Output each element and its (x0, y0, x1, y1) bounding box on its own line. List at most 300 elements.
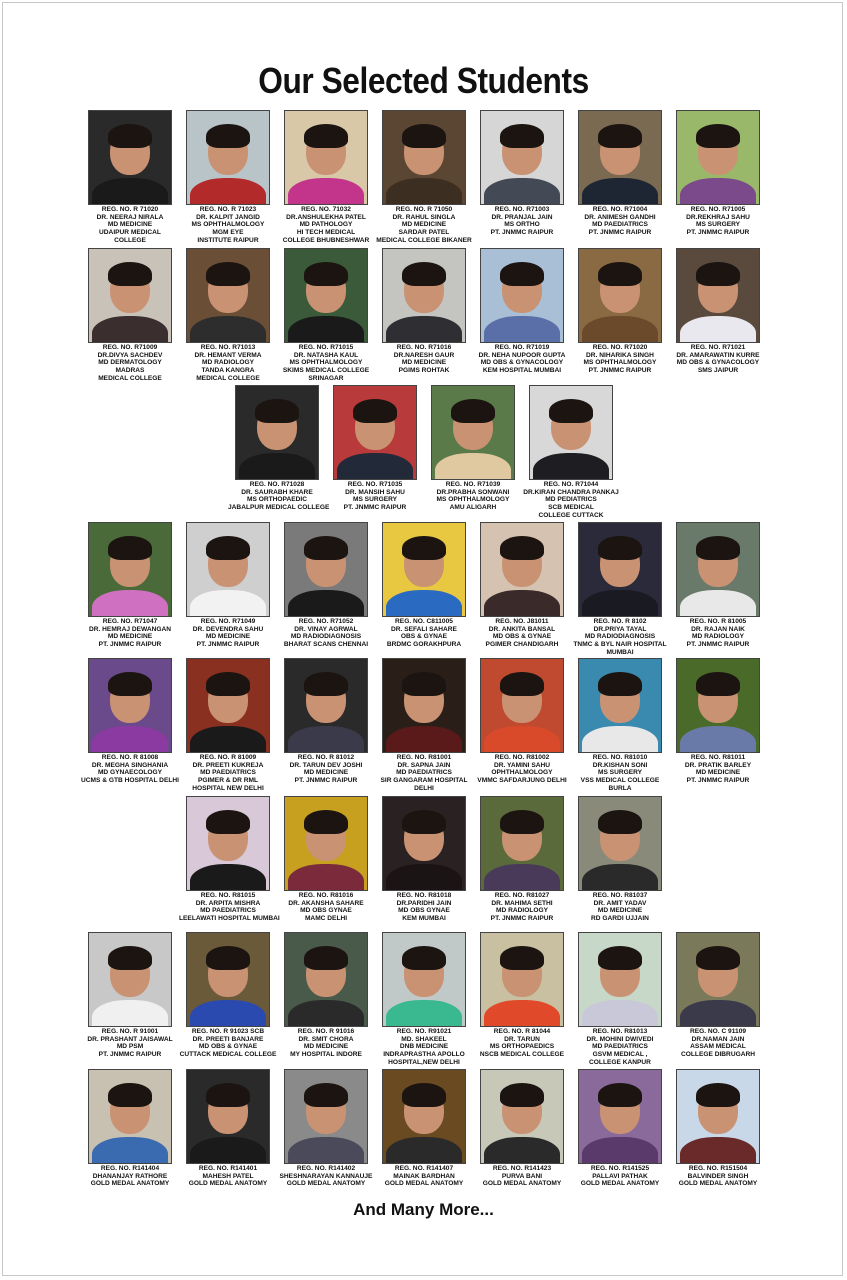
photo-body-shape (92, 726, 168, 753)
caption-line: DR. NEERAJ NIRALA (96, 213, 164, 221)
caption-line: DR. ANIMESH GANDHI (584, 213, 656, 221)
student-photo (676, 658, 760, 753)
student-caption (375, 892, 473, 923)
photo-hair-shape (402, 1083, 446, 1107)
caption-line: DR.PRABHA SONWANI (436, 488, 510, 496)
caption-line: REG. NO. R91021 (396, 1028, 452, 1035)
caption-line: REG. NO. R71004 (592, 206, 648, 213)
student-photo (480, 658, 564, 753)
caption-line: MS SURGERY (352, 496, 398, 504)
photo-hair-shape (108, 946, 152, 970)
student-caption (571, 1165, 669, 1188)
caption-line: PALLAVI PATHAK (592, 1172, 648, 1180)
caption-line: MD RADIODIAGNOSIS (290, 633, 362, 641)
student-caption (179, 1028, 277, 1059)
caption-line: GOLD MEDAL ANATOMY (580, 1180, 660, 1188)
footer-text: And Many More... (353, 1200, 494, 1219)
student-photo (284, 932, 368, 1027)
caption-line: DR. MAHIMA SETHI (491, 899, 553, 907)
caption-line: COLLEGE DIBRUGARH (681, 1051, 755, 1059)
caption-line: PT. JNMMC RAIPUR (294, 777, 358, 785)
photo-hair-shape (304, 672, 348, 696)
photo-hair-shape (402, 672, 446, 696)
caption-line: PT. JNMMC RAIPUR (343, 504, 407, 512)
caption-line: DR.KIRAN CHANDRA PANKAJ (523, 488, 619, 496)
student-row (179, 796, 669, 931)
caption-line: COLLEGE (114, 236, 146, 244)
photo-body-shape (484, 590, 560, 617)
photo-hair-shape (500, 536, 544, 560)
caption-line: DR.NAMAN JAIN (691, 1035, 745, 1043)
student-row (81, 248, 767, 383)
student-photo (284, 522, 368, 617)
photo-hair-shape (696, 536, 740, 560)
student-photo (480, 110, 564, 205)
caption-line: REG. NO. R71003 (494, 206, 550, 213)
photo-body-shape (680, 178, 756, 205)
caption-line: MD PATHOLOGY (299, 221, 353, 229)
student-photo (382, 1069, 466, 1164)
photo-hair-shape (206, 536, 250, 560)
photo-body-shape (386, 178, 462, 205)
caption-line: CUTTACK MEDICAL COLLEGE (179, 1051, 277, 1059)
caption-line: REG. NO. R81015 (200, 892, 256, 899)
photo-body-shape (484, 178, 560, 205)
photo-body-shape (582, 178, 658, 205)
caption-line: REG. NO. R141402 (296, 1165, 356, 1172)
caption-line: MD OBS GYNAE (300, 907, 352, 915)
student-row (81, 658, 767, 793)
student-photo (88, 1069, 172, 1164)
photo-hair-shape (304, 262, 348, 286)
student-caption (375, 206, 473, 245)
caption-line: MD MEDICINE (303, 1043, 349, 1051)
caption-line: TNMC & BYL NAIR HOSPITAL (573, 641, 667, 649)
photo-body-shape (680, 726, 756, 753)
caption-line: MAHESH PATEL (202, 1172, 254, 1180)
caption-line: MD OBS & GYNAE (198, 1043, 258, 1051)
student-row (81, 932, 767, 1067)
caption-line: INSTITUTE RAIPUR (197, 236, 259, 244)
photo-hair-shape (108, 1083, 152, 1107)
caption-line: REG. NO. R 71050 (395, 206, 453, 213)
caption-line: INDRAPRASTHA APOLLO (383, 1051, 465, 1059)
caption-line: REG. NO. R141407 (394, 1165, 454, 1172)
student-photo (578, 796, 662, 891)
student-photo (284, 1069, 368, 1164)
student-photo (186, 796, 270, 891)
caption-line: PT. JNMMC RAIPUR (686, 229, 750, 237)
photo-hair-shape (402, 810, 446, 834)
student-photo (578, 932, 662, 1027)
caption-line: GOLD MEDAL ANATOMY (286, 1180, 366, 1188)
caption-line: GOLD MEDAL ANATOMY (90, 1180, 170, 1188)
photo-hair-shape (108, 672, 152, 696)
photo-hair-shape (500, 262, 544, 286)
photo-hair-shape (304, 124, 348, 148)
student-caption (81, 344, 179, 383)
caption-line: REG. NO. R81037 (592, 892, 648, 899)
caption-line: REG. NO. R141404 (100, 1165, 160, 1172)
caption-line: MD. SHAKEEL (401, 1035, 447, 1043)
caption-line: OPHTHALMOLOGY (491, 769, 553, 777)
student-caption (669, 1165, 767, 1188)
caption-line: DR. MANSIH SAHU (345, 488, 405, 496)
caption-line: MD MEDICINE (303, 769, 349, 777)
photo-hair-shape (206, 810, 250, 834)
caption-line: MD OBS GYNAE (398, 907, 450, 915)
student-photo (480, 522, 564, 617)
caption-line: DR. RAJAN NAIK (691, 625, 745, 633)
caption-line: MD PAEDIATRICS (396, 769, 452, 777)
caption-line: MD MEDICINE (401, 221, 447, 229)
student-caption (473, 1165, 571, 1188)
caption-line: DR. ANKITA BANSAL (488, 625, 556, 633)
photo-body-shape (190, 178, 266, 205)
caption-line: SRINAGAR (308, 374, 344, 382)
caption-line: REG. NO. R 71023 (199, 206, 257, 213)
student-photo (284, 658, 368, 753)
photo-body-shape (582, 316, 658, 343)
photo-hair-shape (696, 672, 740, 696)
caption-line: DR.NARESH GAUR (393, 351, 455, 359)
photo-hair-shape (598, 124, 642, 148)
caption-line: MS OPHTHALMOLOGY (289, 359, 363, 367)
caption-line: SHESHNARAYAN KANNAUJE (279, 1172, 373, 1180)
student-caption (277, 206, 375, 245)
student-caption (277, 892, 375, 923)
student-photo (88, 248, 172, 343)
caption-line: REG. NO. R71049 (200, 618, 256, 625)
caption-line: MD DERMATOLOGY (98, 359, 162, 367)
caption-line: MS OPHTHALMOLOGY (191, 221, 265, 229)
caption-line: MD OBS & GYNAE (492, 633, 552, 641)
student-photo (333, 385, 417, 480)
photo-hair-shape (206, 124, 250, 148)
caption-line: MS OPHTHALMOLOGY (436, 496, 510, 504)
caption-line: REG. NO. R 91001 (101, 1028, 159, 1035)
caption-line: MD MEDICINE (401, 359, 447, 367)
page-title: Our Selected Students (258, 60, 589, 101)
caption-line: MD RADIOLOGY (691, 633, 745, 641)
caption-line: SCB MEDICAL (548, 504, 594, 512)
student-caption (473, 618, 571, 649)
caption-line: DR. PREETI BANJARE (192, 1035, 264, 1043)
student-caption (473, 1028, 571, 1059)
photo-body-shape (680, 316, 756, 343)
photo-body-shape (288, 726, 364, 753)
caption-line: MEDICAL COLLEGE (196, 374, 260, 382)
caption-line: DR. HEMANT VERMA (194, 351, 262, 359)
caption-line: REG. NO. R 81012 (297, 754, 355, 761)
photo-hair-shape (696, 1083, 740, 1107)
photo-body-shape (288, 1000, 364, 1027)
caption-line: MD MEDICINE (597, 907, 643, 915)
caption-line: DR. SAPNA JAIN (397, 761, 451, 769)
caption-line: DR. TARUN DEV JOSHI (289, 761, 363, 769)
photo-hair-shape (451, 399, 495, 423)
photo-hair-shape (696, 124, 740, 148)
caption-line: GOLD MEDAL ANATOMY (384, 1180, 464, 1188)
caption-line: DR. SEFALI SAHARE (391, 625, 457, 633)
student-photo (382, 932, 466, 1027)
student-photo (186, 658, 270, 753)
student-photo (88, 522, 172, 617)
student-caption (473, 754, 571, 785)
photo-body-shape (92, 178, 168, 205)
photo-hair-shape (500, 1083, 544, 1107)
photo-body-shape (386, 726, 462, 753)
photo-body-shape (386, 1000, 462, 1027)
caption-line: COLLEGE KANPUR (589, 1058, 651, 1066)
photo-hair-shape (696, 262, 740, 286)
caption-line: SMS JAIPUR (697, 367, 739, 375)
student-photo (431, 385, 515, 480)
student-caption (277, 618, 375, 649)
student-photo (529, 385, 613, 480)
student-photo (676, 932, 760, 1027)
caption-line: DR. PRANJAL JAIN (491, 213, 553, 221)
student-photo (578, 1069, 662, 1164)
caption-line: VMMC SAFDARJUNG DELHI (477, 777, 567, 785)
student-caption (375, 618, 473, 649)
photo-hair-shape (500, 810, 544, 834)
caption-line: UCMS & GTB HOSPITAL DELHI (81, 777, 179, 785)
caption-line: REG. NO. R 8102 (593, 618, 647, 625)
photo-body-shape (288, 1137, 364, 1164)
caption-line: TANDA KANGRA (201, 367, 255, 375)
caption-line: PURVA BANI (501, 1172, 543, 1180)
caption-line: GSVM MEDICAL , (592, 1051, 648, 1059)
caption-line: HI TECH MEDICAL (296, 229, 356, 237)
photo-hair-shape (206, 1083, 250, 1107)
caption-line: MS ORTHOPAEDICS (489, 1043, 555, 1051)
caption-line: REG. NO. R 81044 (493, 1028, 551, 1035)
photo-body-shape (92, 1137, 168, 1164)
caption-line: MADRAS (115, 367, 145, 375)
caption-line: NSCB MEDICAL COLLEGE (479, 1051, 565, 1059)
photo-hair-shape (598, 946, 642, 970)
student-photo (186, 932, 270, 1027)
student-photo (88, 110, 172, 205)
photo-body-shape (484, 316, 560, 343)
student-caption (669, 618, 767, 649)
caption-line: REG. NO. R 91023 SCB (191, 1028, 265, 1035)
student-caption (277, 1165, 375, 1188)
caption-line: DR. PRASHANT JAISAWAL (87, 1035, 173, 1043)
student-caption (571, 754, 669, 793)
caption-line: DR. TARUN (504, 1035, 540, 1043)
caption-line: DELHI (414, 784, 434, 792)
photo-hair-shape (402, 946, 446, 970)
student-caption (81, 1028, 179, 1059)
caption-line: MD RADIOLOGY (495, 907, 549, 915)
photo-body-shape (582, 864, 658, 891)
student-photo (88, 932, 172, 1027)
caption-line: REG. NO. R 71020 (101, 206, 159, 213)
caption-line: MD OBS & GYNACOLOGY (676, 359, 760, 367)
caption-line: PT. JNMMC RAIPUR (686, 641, 750, 649)
photo-body-shape (386, 1137, 462, 1164)
caption-line: DR. MEGHA SINGHANIA (91, 761, 169, 769)
photo-body-shape (484, 726, 560, 753)
caption-line: REG. NO. R71039 (445, 481, 501, 488)
student-photo (578, 248, 662, 343)
photo-body-shape (190, 864, 266, 891)
caption-line: PT. JNMMC RAIPUR (490, 229, 554, 237)
student-caption (81, 754, 179, 785)
caption-line: REG. NO. R71005 (690, 206, 746, 213)
caption-line: MS OPHTHALMOLOGY (583, 359, 657, 367)
photo-hair-shape (500, 672, 544, 696)
photo-body-shape (288, 864, 364, 891)
photo-hair-shape (598, 536, 642, 560)
caption-line: MD MEDICINE (107, 221, 153, 229)
caption-line: DR.PARIDHI JAIN (396, 899, 452, 907)
student-caption (473, 206, 571, 237)
caption-line: MD PEDIATRICS (545, 496, 597, 504)
photo-body-shape (92, 316, 168, 343)
caption-line: REG. NO. R 81009 (199, 754, 257, 761)
student-photo (578, 522, 662, 617)
student-caption (473, 892, 571, 923)
caption-line: PT. JNMMC RAIPUR (686, 777, 750, 785)
photo-body-shape (386, 590, 462, 617)
caption-line: DR. KALPIT JANGID (196, 213, 260, 221)
photo-body-shape (288, 178, 364, 205)
caption-line: PT. JNMMC RAIPUR (98, 1051, 162, 1059)
student-caption (179, 206, 277, 245)
caption-line: PGIMER & DR RML (197, 777, 259, 785)
photo-body-shape (288, 590, 364, 617)
caption-line: DR. SAURABH KHARE (241, 488, 313, 496)
caption-line: REG. NO. R71047 (102, 618, 158, 625)
caption-line: DR. NEHA NUPOOR GUPTA (478, 351, 566, 359)
student-caption (375, 1165, 473, 1188)
caption-line: ASSAM MEDICAL (690, 1043, 746, 1051)
caption-line: PT. JNMMC RAIPUR (196, 641, 260, 649)
caption-line: PGIMER CHANDIGARH (485, 641, 559, 649)
caption-line: REG. NO. R71020 (592, 344, 648, 351)
caption-line: DR. PRATIK BARLEY (684, 761, 752, 769)
caption-line: DR.KISHAN SONI (592, 761, 648, 769)
student-photo (186, 522, 270, 617)
photo-hair-shape (598, 262, 642, 286)
caption-line: MGM EYE (212, 229, 244, 237)
student-photo (480, 932, 564, 1027)
student-photo (480, 1069, 564, 1164)
photo-hair-shape (304, 536, 348, 560)
caption-line: REG. NO. R71016 (396, 344, 452, 351)
photo-body-shape (239, 453, 315, 480)
photo-hair-shape (255, 399, 299, 423)
student-caption (571, 344, 669, 375)
caption-line: GOLD MEDAL ANATOMY (678, 1180, 758, 1188)
student-caption (277, 344, 375, 383)
caption-line: OBS & GYNAE (400, 633, 448, 641)
photo-body-shape (680, 1137, 756, 1164)
student-caption (228, 481, 330, 512)
caption-line: REG. NO. R71021 (690, 344, 746, 351)
caption-line: DR. NIHARIKA SINGH (586, 351, 654, 359)
student-caption (375, 754, 473, 793)
caption-line: DR. ARPITA MISHRA (195, 899, 261, 907)
photo-body-shape (484, 864, 560, 891)
caption-line: REG. NO. C811005 (395, 618, 453, 625)
caption-line: REG. NO. R141525 (590, 1165, 650, 1172)
photo-body-shape (435, 453, 511, 480)
photo-body-shape (337, 453, 413, 480)
photo-hair-shape (206, 946, 250, 970)
caption-line: REG. NO. R81013 (592, 1028, 648, 1035)
caption-line: BRDMC GORAKHPURA (386, 641, 462, 649)
caption-line: MD PSM (116, 1043, 144, 1051)
caption-line: RD GARDI UJJAIN (591, 915, 649, 923)
student-caption (179, 344, 277, 383)
photo-hair-shape (696, 946, 740, 970)
caption-line: DR. NATASHA KAUL (293, 351, 359, 359)
caption-line: MEDICAL COLLEGE (98, 374, 162, 382)
caption-line: DR. VINAY AGRWAL (294, 625, 358, 633)
student-photo (382, 522, 466, 617)
caption-line: MD RADIODIAGNOSIS (584, 633, 656, 641)
photo-hair-shape (500, 946, 544, 970)
caption-line: MAINAK BARDHAN (393, 1172, 455, 1180)
caption-line: UDAIPUR MEDICAL (99, 229, 161, 237)
caption-line: DR. AMIT YADAV (593, 899, 647, 907)
caption-line: MY HOSPITAL INDORE (290, 1051, 362, 1059)
caption-line: REG. NO. R81010 (592, 754, 648, 761)
caption-line: DR.DIVYA SACHDEV (97, 351, 163, 359)
photo-hair-shape (598, 672, 642, 696)
caption-line: MEDICAL COLLEGE BIKANER (376, 236, 472, 244)
student-caption (669, 206, 767, 237)
student-row (81, 110, 767, 245)
caption-line: MS ORTHOPAEDIC (247, 496, 307, 504)
caption-line: PT. JNMMC RAIPUR (588, 229, 652, 237)
caption-line: DR. HEMRAJ DEWANGAN (88, 625, 172, 633)
caption-line: GOLD MEDAL ANATOMY (188, 1180, 268, 1188)
caption-line: REG. NO. J81011 (495, 618, 549, 625)
student-caption (179, 892, 280, 923)
caption-line: DHANANJAY RATHORE (92, 1172, 168, 1180)
photo-body-shape (288, 316, 364, 343)
student-caption (81, 206, 179, 245)
caption-line: PGIMS ROHTAK (398, 367, 450, 375)
caption-line: REG. NO. R 81008 (101, 754, 159, 761)
caption-line: DR.ANSHULEKHA PATEL (286, 213, 366, 221)
caption-line: MD MEDICINE (695, 769, 741, 777)
student-caption (375, 1028, 473, 1067)
caption-line: REG. NO. R71009 (102, 344, 158, 351)
photo-hair-shape (206, 262, 250, 286)
student-photo (676, 110, 760, 205)
caption-line: DR. MOHINI DWIVEDI (586, 1035, 654, 1043)
caption-line: MAMC DELHI (304, 915, 348, 923)
caption-line: PT. JNMMC RAIPUR (588, 367, 652, 375)
student-row (81, 1069, 767, 1204)
photo-hair-shape (108, 536, 152, 560)
caption-line: REG. NO. R71019 (494, 344, 550, 351)
photo-hair-shape (206, 672, 250, 696)
caption-line: MS SURGERY (597, 769, 643, 777)
student-photo (578, 110, 662, 205)
student-photo (480, 796, 564, 891)
caption-line: REG. NO. R81016 (298, 892, 354, 899)
photo-body-shape (582, 1000, 658, 1027)
student-caption (375, 344, 473, 375)
photo-hair-shape (402, 262, 446, 286)
